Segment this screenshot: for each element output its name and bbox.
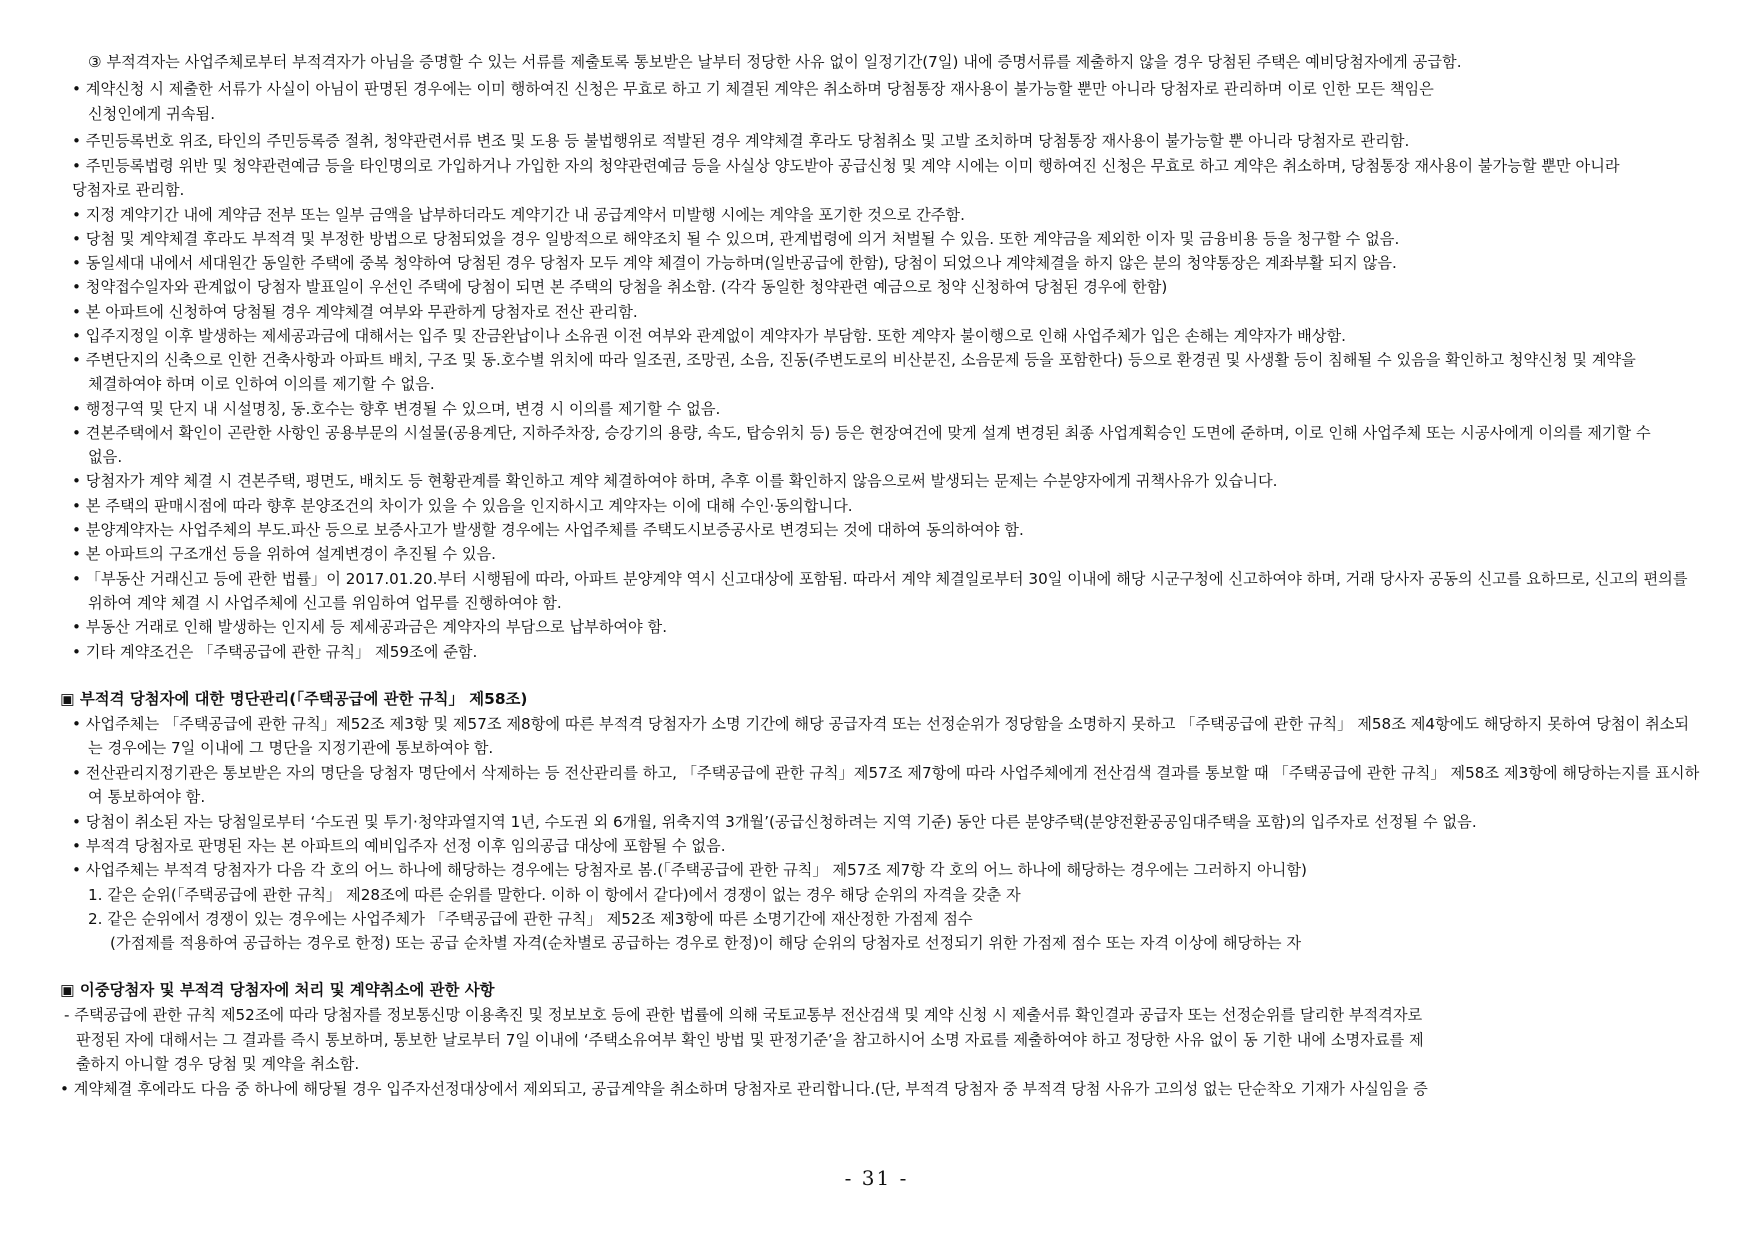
bullet-line: • 사업주체는 부적격 당첨자가 다음 각 호의 어느 하나에 해당하는 경우에는 당첨자로 봄.(「주택공급에 관한 규칙」 제57조 제7항 각 호의 어느 하나에 해당하는 경우에는 그러하지 아니함) bbox=[72, 861, 1307, 879]
bullet-line: • 입주지정일 이후 발생하는 제세공과금에 대해서는 입주 및 잔금완납이나 소유권 이전 여부와 관계없이 계약자가 부담함. 또한 계약자 불이행으로 인해 사업주체가 입은 손해는 계약자가 배상함. bbox=[72, 327, 1346, 345]
bullet-line: • 당첨자가 계약 체결 시 견본주택, 평면도, 배치도 등 현황관계를 확인하고 계약 체결하여야 하며, 추후 이를 확인하지 않음으로써 발생되는 문제는 수분양자에게 귀책사유가 있습니다. bbox=[72, 472, 1278, 490]
bullet-line: • 주민등록법령 위반 및 청약관련예금 등을 타인명의로 가입하거나 가입한 자의 청약관련예금 등을 사실상 양도받아 공급신청 및 계약 시에는 이미 행하여진 신청은 무효로 하고 계약은 취소하며, 당첨통장 재사용이 불가능할 뿐만 아니라 bbox=[72, 157, 1620, 175]
bullet-line: • 기타 계약조건은 「주택공급에 관한 규칙」 제59조에 준함. bbox=[72, 643, 478, 661]
numbered-line: 2. 같은 순위에서 경쟁이 있는 경우에는 사업주체가 「주택공급에 관한 규칙」 제52조 제3항에 따른 소명기간에 재산정한 가점제 점수 bbox=[88, 910, 973, 928]
bullet-line: • 견본주택에서 확인이 곤란한 사항인 공용부문의 시설물(공용계단, 지하주차장, 승강기의 용량, 속도, 탑승위치 등) 등은 현장여건에 맞게 설계 변경된 최종 사업계획승인 도면에 준하며, 이로 인해 사업주체 또는 시공사에게 이의를 제기할 수 bbox=[72, 424, 1651, 442]
text-line: 출하지 아니할 경우 당첨 및 계약을 취소함. bbox=[76, 1055, 360, 1073]
bullet-line: • 동일세대 내에서 세대원간 동일한 주택에 중복 청약하여 당첨된 경우 당첨자 모두 계약 체결이 가능하며(일반공급에 한함), 당첨이 되었으나 계약체결을 하지 않은 분의 청약통장은 계좌부활 되지 않음. bbox=[72, 254, 1397, 272]
bullet-line: • 주변단지의 신축으로 인한 건축사항과 아파트 배치, 구조 및 동.호수별 위치에 따라 일조권, 조망권, 소음, 진동(주변도로의 비산분진, 소음문제 등을 포함한다) 등으로 환경권 및 사생활 등이 침해될 수 있음을 확인하고 청약신청 및 계약을 bbox=[72, 351, 1636, 369]
bullet-line: • 지정 계약기간 내에 계약금 전부 또는 일부 금액을 납부하더라도 계약기간 내 공급계약서 미발행 시에는 계약을 포기한 것으로 간주함. bbox=[72, 206, 965, 224]
text-line: 신청인에게 귀속됨. bbox=[88, 105, 216, 123]
text-line: 위하여 계약 체결 시 사업주체에 신고를 위임하여 업무를 진행하여야 함. bbox=[88, 594, 562, 612]
text-line: 는 경우에는 7일 이내에 그 명단을 지정기관에 통보하여야 함. bbox=[88, 739, 494, 757]
bullet-line: • 계약신청 시 제출한 서류가 사실이 아님이 판명된 경우에는 이미 행하여진 신청은 무효로 하고 기 체결된 계약은 취소하며 당첨통장 재사용이 불가능할 뿐만 아니라 당첨자로 관리하며 이로 인한 모든 책임은 bbox=[72, 80, 1434, 98]
bullet-line: • 본 아파트의 구조개선 등을 위하여 설계변경이 추진될 수 있음. bbox=[72, 545, 497, 563]
bullet-line: • 전산관리지정기관은 통보받은 자의 명단을 당첨자 명단에서 삭제하는 등 전산관리를 하고, 「주택공급에 관한 규칙」제57조 제7항에 따라 사업주체에게 전산검색 결과를 통보할 때 「주택공급에 관한 규칙」 제58조 제3항에 해당하는지를 표시하 bbox=[72, 764, 1700, 782]
section-title: ▣ 이중당첨자 및 부적격 당첨자에 처리 및 계약취소에 관한 사항 bbox=[60, 981, 495, 999]
bullet-line: • 부적격 당첨자로 판명된 자는 본 아파트의 예비입주자 선정 이후 임의공급 대상에 포함될 수 없음. bbox=[72, 837, 726, 855]
text-line: ③ 부적격자는 사업주체로부터 부적격자가 아님을 증명할 수 있는 서류를 제출토록 통보받은 날부터 정당한 사유 없이 일정기간(7일) 내에 증명서류를 제출하지 않을 경우 당첨된 주택은 예비당첨자에게 공급함. bbox=[88, 53, 1462, 71]
text-line: (가점제를 적용하여 공급하는 경우로 한정) 또는 공급 순차별 자격(순차별로 공급하는 경우로 한정)이 해당 순위의 당첨자로 선정되기 위한 가점제 점수 또는 자격 이상에 해당하는 자 bbox=[110, 934, 1302, 952]
text-line: 체결하여야 하며 이로 인하여 이의를 제기할 수 없음. bbox=[88, 375, 435, 393]
bullet-line: • 당첨이 취소된 자는 당첨일로부터 ‘수도권 및 투기·청약과열지역 1년, 수도권 외 6개월, 위축지역 3개월’(공급신청하려는 지역 기준) 동안 다른 분양주택(분양전환공공임대주택을 포함)의 입주자로 선정될 수 없음. bbox=[72, 813, 1477, 831]
bullet-line: • 사업주체는 「주택공급에 관한 규칙」제52조 제3항 및 제57조 제8항에 따른 부적격 당첨자가 소명 기간에 해당 공급자격 또는 선정순위가 정당함을 소명하지 못하고 「주택공급에 관한 규칙」 제58조 제4항에도 해당하지 못하여 당첨이 취소되 bbox=[72, 715, 1690, 733]
section-title: ▣ 부적격 당첨자에 대한 명단관리(「주택공급에 관한 규칙」 제58조) bbox=[60, 690, 528, 708]
bullet-line: • 계약체결 후에라도 다음 중 하나에 해당될 경우 입주자선정대상에서 제외되고, 공급계약을 취소하며 당첨자로 관리합니다.(단, 부적격 당첨자 중 부적격 당첨 사유가 고의성 없는 단순착오 기재가 사실임을 증 bbox=[60, 1080, 1428, 1098]
bullet-line: • 당첨 및 계약체결 후라도 부적격 및 부정한 방법으로 당첨되었을 경우 일방적으로 해약조치 될 수 있으며, 관계법령에 의거 처벌될 수 있음. 또한 계약금을 제외한 이자 및 금융비용 등을 청구할 수 없음. bbox=[72, 230, 1400, 248]
bullet-line: • 분양계약자는 사업주체의 부도.파산 등으로 보증사고가 발생할 경우에는 사업주체를 주택도시보증공사로 변경되는 것에 대하여 동의하여야 함. bbox=[72, 521, 1024, 539]
text-line: 여 통보하여야 함. bbox=[88, 788, 206, 806]
bullet-line: • 부동산 거래로 인해 발생하는 인지세 등 제세공과금은 계약자의 부담으로 납부하여야 함. bbox=[72, 618, 668, 636]
text-line: 판정된 자에 대해서는 그 결과를 즉시 통보하며, 통보한 날로부터 7일 이내에 ‘주택소유여부 확인 방법 및 판정기준’을 참고하시어 소명 자료를 제출하여야 하고 정당한 사유 없이 동 기한 내에 소명자료를 제 bbox=[76, 1031, 1424, 1049]
bullet-line: • 「부동산 거래신고 등에 관한 법률」이 2017.01.20.부터 시행됨에 따라, 아파트 분양계약 역시 신고대상에 포함됨. 따라서 계약 체결일로부터 30일 이내에 해당 시군구청에 신고하여야 하며, 거래 당사자 공동의 신고를 요하므로, 신고의 편의를 bbox=[72, 570, 1688, 588]
bullet-line: • 행정구역 및 단지 내 시설명칭, 동.호수는 향후 변경될 수 있으며, 변경 시 이의를 제기할 수 없음. bbox=[72, 400, 721, 418]
bullet-line: • 본 아파트에 신청하여 당첨될 경우 계약체결 여부와 무관하게 당첨자로 전산 관리함. bbox=[72, 303, 638, 321]
text-line: 당첨자로 관리함. bbox=[72, 181, 185, 199]
bullet-line: • 본 주택의 판매시점에 따라 향후 분양조건의 차이가 있을 수 있음을 인지하시고 계약자는 이에 대해 수인·동의합니다. bbox=[72, 497, 853, 515]
bullet-line: • 청약접수일자와 관계없이 당첨자 발표일이 우선인 주택에 당첨이 되면 본 주택의 당첨을 취소함. (각각 동일한 청약관련 예금으로 청약 신청하여 당첨된 경우에 한함) bbox=[72, 278, 1168, 296]
dash-line: - 주택공급에 관한 규칙 제52조에 따라 당첨자를 정보통신망 이용촉진 및 정보보호 등에 관한 법률에 의해 국토교통부 전산검색 및 계약 신청 시 제출서류 확인결과 공급자 또는 선정순위를 달리한 부적격자로 bbox=[64, 1006, 1423, 1024]
text-line: 없음. bbox=[88, 448, 123, 466]
bullet-line: • 주민등록번호 위조, 타인의 주민등록증 절취, 청약관련서류 변조 및 도용 등 불법행위로 적발된 경우 계약체결 후라도 당첨취소 및 고발 조치하며 당첨통장 재사용이 불가능할 뿐 아니라 당첨자로 관리함. bbox=[72, 132, 1410, 150]
numbered-line: 1. 같은 순위(「주택공급에 관한 규칙」 제28조에 따른 순위를 말한다. 이하 이 항에서 같다)에서 경쟁이 없는 경우 해당 순위의 자격을 갖춘 자 bbox=[88, 886, 1021, 904]
page-number: - 31 - bbox=[844, 1166, 909, 1190]
